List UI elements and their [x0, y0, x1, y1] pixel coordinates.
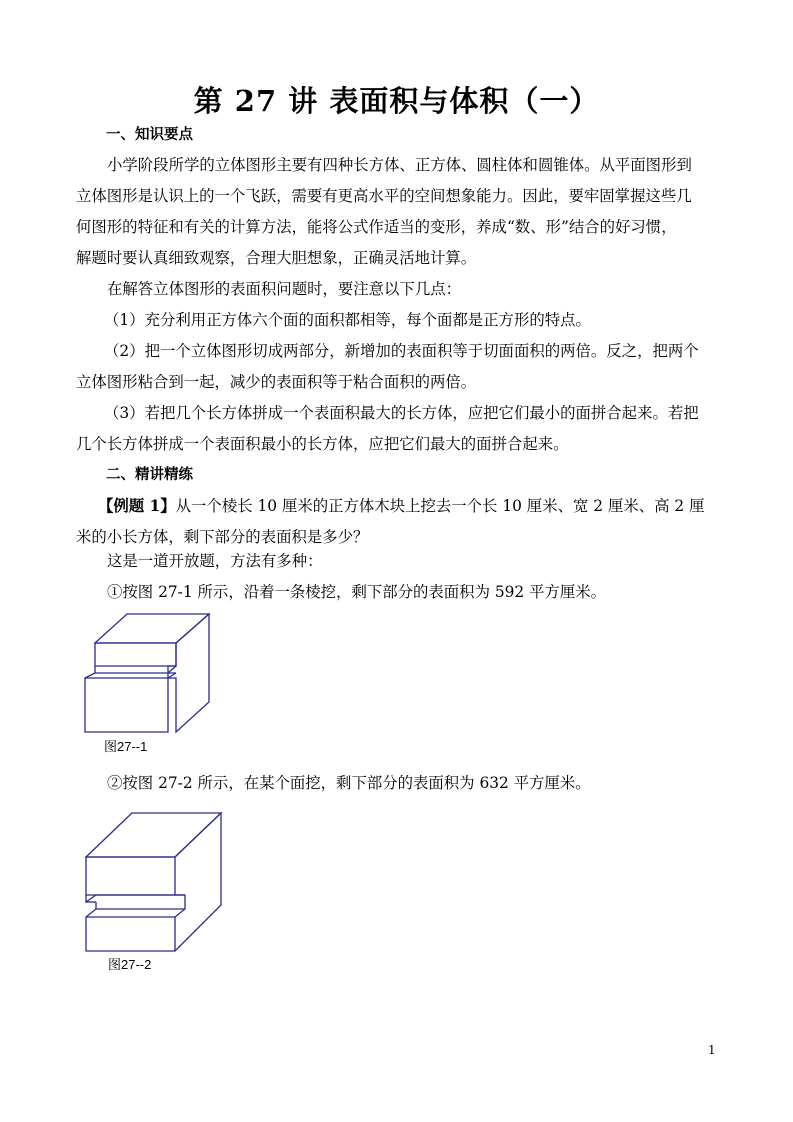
fig2-top-face: [86, 813, 221, 857]
paragraph-line: 立体图形是认识上的一个飞跃，需要有更高水平的空间想象能力。因此，要牢固掌握这些几: [76, 187, 692, 205]
section-heading-practice: 二、精讲精练: [106, 467, 193, 483]
paragraph-line: 在解答立体图形的表面积问题时，要注意以下几点：: [107, 280, 461, 298]
figure-27-2-diagram: [80, 805, 230, 955]
open-question-line: 这是一道开放题，方法有多种：: [107, 552, 323, 570]
fig1-lower-top-edge: [85, 673, 95, 678]
point-3-line: （3）若把几个长方体拼成一个表面积最大的长方体，应把它们最小的面拼合起来。若把: [104, 404, 699, 422]
paragraph-line: 解题时要认真细致观察，合理大胆想象，正确灵活地计算。: [76, 249, 477, 267]
fig1-notch-edge: [95, 666, 176, 673]
point-2-line: （2）把一个立体图形切成两部分，新增加的表面积等于切面面积的两倍。反之，把两个: [104, 342, 699, 360]
fig1-notch-diagonal: [168, 666, 176, 673]
section-heading-key-points: 一、知识要点: [106, 127, 193, 143]
page-title: 第 27 讲 表面积与体积（一）: [193, 84, 600, 118]
fig2-groove-left: [86, 895, 96, 902]
figure-27-2-caption: 图27--2: [108, 957, 152, 972]
example-1-line: 米的小长方体，剩下部分的表面积是多少？: [76, 528, 369, 546]
fig1-lower-right-edge: [168, 673, 176, 678]
page-number: 1: [708, 1043, 716, 1057]
figure-27-1-diagram: [80, 610, 220, 745]
point-1: （1）充分利用正方体六个面的面积都相等，每个面都是正方形的特点。: [104, 311, 591, 329]
example-1-text: 从一个棱长 10 厘米的正方体木块上挖去一个长 10 厘米、宽 2 厘米、高 2 厘: [175, 497, 705, 515]
paragraph-line: 何图形的特征和有关的计算方法，能将公式作适当的变形，养成“数、形”结合的好习惯，: [76, 218, 677, 236]
method-2-line: ②按图 27-2 所示，在某个面挖，剩下部分的表面积为 632 平方厘米。: [107, 774, 591, 792]
paragraph-line: 小学阶段所学的立体图形主要有四种长方体、正方体、圆柱体和圆锥体。从平面图形到: [107, 156, 692, 174]
fig2-upper-front-face: [86, 857, 175, 895]
example-1-label: 【例题 1】: [98, 497, 176, 515]
fig2-right-face: [175, 813, 221, 951]
figure-27-1-caption: 图27--1: [104, 739, 148, 754]
point-3-line: 几个长方体拼成一个表面积最小的长方体，应把它们最大的面拼合起来。: [76, 435, 569, 453]
fig2-lower-front-face: [86, 917, 175, 951]
fig1-lower-front-face: [85, 678, 168, 732]
fig2-groove-back: [96, 895, 185, 917]
point-2-line: 立体图形粘合到一起，减少的表面积等于粘合面积的两倍。: [76, 373, 477, 391]
fig2-lower-top-edge: [86, 909, 185, 917]
method-1-line: ①按图 27-1 所示，沿着一条棱挖，剩下部分的表面积为 592 平方厘米。: [107, 583, 607, 601]
fig1-upper-front-face: [95, 643, 176, 666]
example-1-line: [76, 496, 748, 516]
